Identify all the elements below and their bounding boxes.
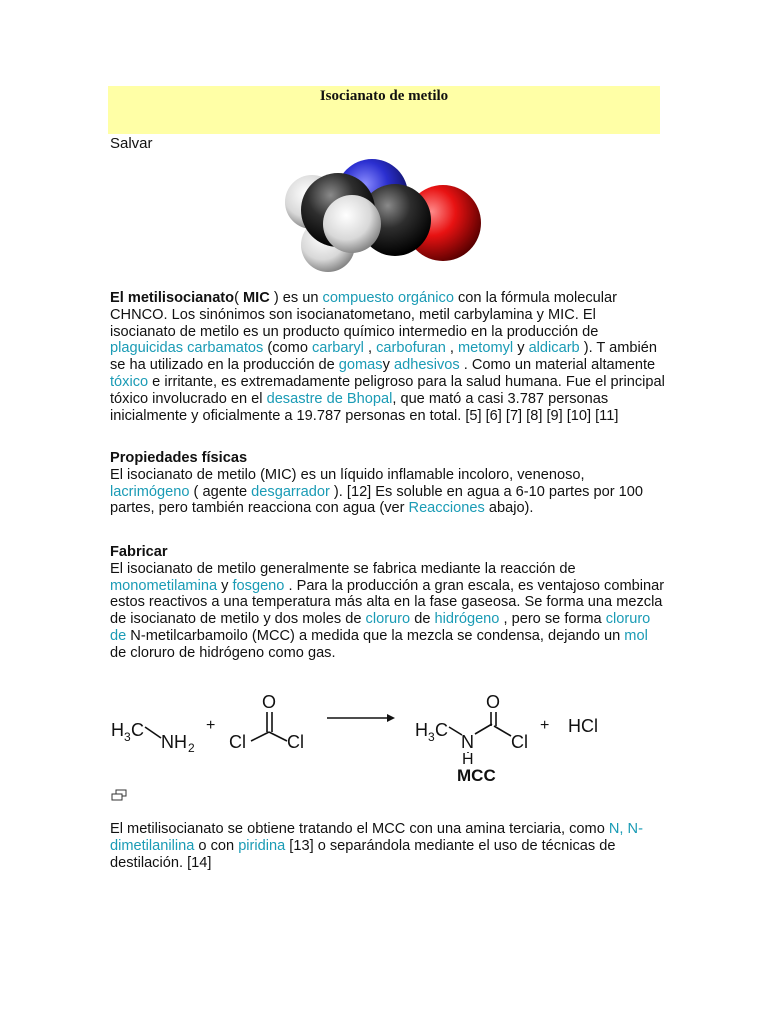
link-desastre-bhopal[interactable]: desastre de Bhopal — [266, 390, 393, 407]
methylamine-sub2: 2 — [188, 741, 195, 755]
link-gomas[interactable]: gomas — [338, 357, 383, 374]
link-cloruro[interactable]: cloruro — [365, 611, 411, 628]
link-fosgeno[interactable]: fosgeno — [232, 577, 285, 594]
plus-sign-1: + — [206, 717, 216, 734]
final-paragraph: El metilisocianato se obtiene tratando el MCC con una amina terciaria, como N, N-dimetilanilina o con piridina [13] o separándola mediante el uso de técnicas de destilación. [14] — [110, 821, 643, 871]
methylamine-nh: NH — [161, 732, 187, 752]
phosgene-o: O — [262, 692, 277, 712]
manufacture-section — [110, 544, 665, 662]
link-monometilamina[interactable]: monometilamina — [110, 577, 218, 594]
link-desgarrador[interactable]: desgarrador — [251, 483, 330, 500]
physical-section — [110, 450, 665, 517]
link-carbaryl[interactable]: carbaryl — [311, 340, 364, 357]
link-piridina[interactable]: piridina — [238, 837, 286, 854]
mcc-n: N — [461, 732, 474, 752]
manufacture-paragraph: El isocianato de metilo generalmente se fabrica mediante la reacción de monometilamina y fosgeno . Para la producción a gran escala, es ventajoso combinar estos reactivos a una temperatura más alta en la fase gaseosa. Se forma una mezcla de isocianato de metilo y dos moles de cloruro de hidrógeno , pero se forma cloruro de N-metilcarbamoilo (MCC) a medida que la mezcla se condensa, dejando un mol de cloruro de hidrógeno como gas. — [110, 560, 665, 661]
section-heading-manufacture: Fabricar — [110, 544, 168, 560]
reaction-scheme — [105, 686, 625, 786]
link-reacciones[interactable]: Reacciones — [408, 500, 485, 517]
mcc-h: H — [415, 720, 428, 740]
mcc-cl: Cl — [511, 732, 528, 752]
link-n-dimetilanilina[interactable]: N, N-dimetilanilina — [110, 821, 643, 854]
hydrogen-atom — [323, 195, 381, 253]
mcc-label: MCC — [457, 766, 496, 785]
link-lacrimogeno[interactable]: lacrimógeno — [110, 483, 190, 500]
save-link[interactable]: Salvar — [110, 135, 153, 152]
phosgene-cl-left: Cl — [229, 732, 246, 752]
section-heading-physical: Propiedades físicas — [110, 450, 248, 466]
mcc-sub3: 3 — [428, 730, 435, 744]
link-toxico[interactable]: tóxico — [110, 373, 149, 390]
phosgene-cl-right: Cl — [287, 732, 304, 752]
title-banner — [108, 86, 660, 134]
methylamine-h: H — [111, 720, 124, 740]
link-adhesivos[interactable]: adhesivos — [393, 357, 460, 374]
page-title: Isocianato de metilo — [319, 88, 449, 104]
mcc-c: C — [435, 720, 448, 740]
molecule-model-image — [280, 150, 490, 275]
reaction-arrow — [387, 714, 395, 722]
link-plaguicidas-carbamatos[interactable]: plaguicidas carbamatos — [110, 340, 264, 357]
mcc-o: O — [486, 692, 501, 712]
physical-paragraph: El isocianato de metilo (MIC) es un líquido inflamable incoloro, venenoso, lacrimógeno ( agente desgarrador ). [12] Es soluble en agua a 6-10 partes por 100 partes, pero también reacciona con agua (ver Reacciones abajo). — [110, 466, 644, 517]
link-hidrogeno[interactable]: hidrógeno — [434, 611, 500, 628]
link-metomyl[interactable]: metomyl — [458, 340, 514, 357]
link-aldicarb[interactable]: aldicarb — [528, 340, 580, 357]
plus-sign-2: + — [540, 717, 550, 734]
expand-image-icon[interactable] — [111, 789, 127, 801]
mcc-h-on-n: H — [462, 751, 474, 768]
intro-paragraph: El metilisocianato( MIC ) es un compuesto orgánico con la fórmula molecular CHNCO. Los sinónimos son isocianatometano, metil carbylamina y MIC. El isocianato de metilo es un producto químico intermedio en la producción de plaguicidas carbamatos (como carbaryl , carbofuran , metomyl y aldicarb ). T ambién se ha utilizado en la producción de gomasy adhesivos . Como un material altamente tóxico e irritante, es extremadamente peligroso para la salud humana. Fue el principal tóxico involucrado en el desastre de Bhopal, que mató a casi 3.787 personas inicialmente y oficialmente a 19.787 personas en total. [5] [6] [7] [8] [9] [10] [11] — [110, 290, 665, 424]
methylamine-sub3: 3 — [124, 730, 131, 744]
methylamine-c: C — [131, 720, 144, 740]
link-cloruro-de[interactable]: cloruro de — [110, 611, 651, 644]
link-carbofuran[interactable]: carbofuran — [376, 340, 446, 357]
link-mol[interactable]: mol — [624, 627, 648, 644]
hcl-label: HCl — [568, 716, 598, 736]
link-compuesto-organico[interactable]: compuesto orgánico — [322, 290, 454, 306]
